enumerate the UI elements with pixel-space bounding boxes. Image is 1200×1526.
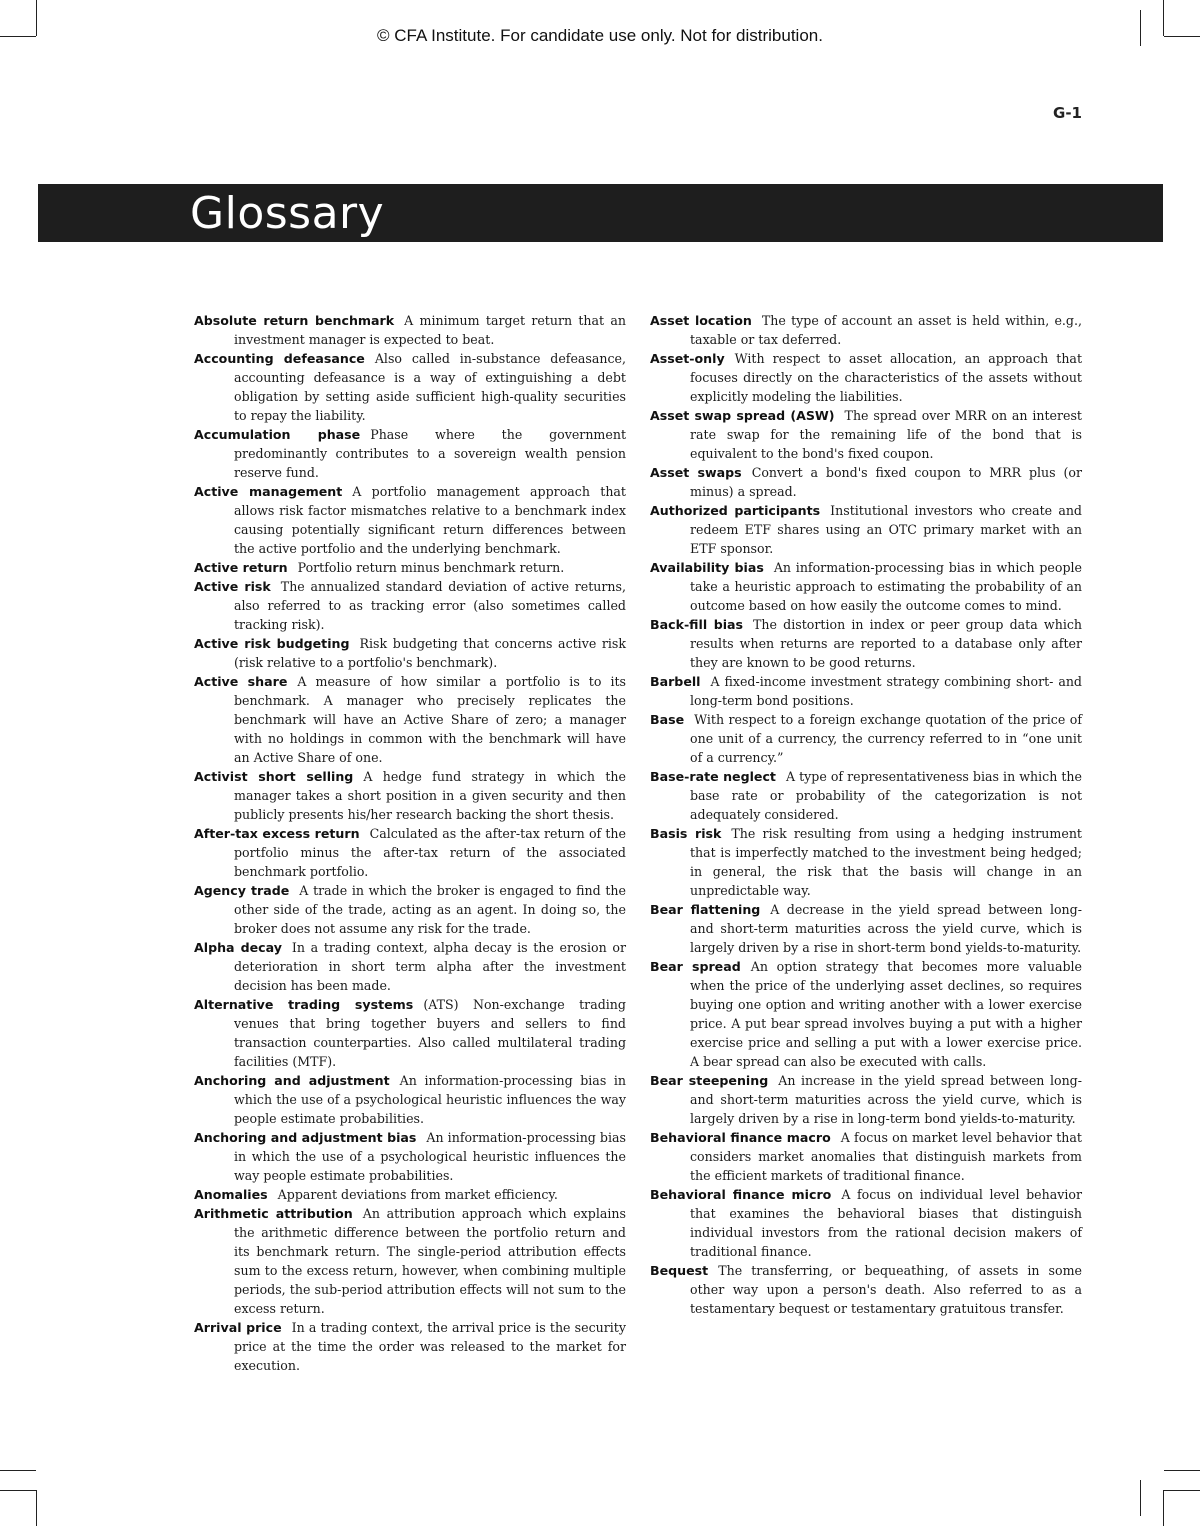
glossary-definition: The distortion in index or peer group data which results when returns are reported to a database only after they are known to be good returns. xyxy=(690,617,1083,670)
glossary-definition: Phase where the government predominantly contributes to a sovereign wealth pension reserve fund. xyxy=(234,427,627,480)
glossary-definition: An option strategy that becomes more valuable when the price of the underlying asset declines, so requires buying one option and writing another with a lower exercise price. A put bear spread involves buying a put with a higher exercise price and selling a put with a lower exercise price. A bear spread can also be executed with calls. xyxy=(690,959,1082,1069)
glossary-term: Availability bias xyxy=(650,560,764,575)
glossary-term: Asset swaps xyxy=(650,465,742,480)
glossary-definition: The risk resulting from using a hedging instrument that is imperfectly matched to the investment being hedged; in general, the risk that the basis will change in an unpredictable way. xyxy=(690,826,1082,898)
glossary-entry xyxy=(194,349,626,425)
glossary-definition: An information-processing bias in which the use of a psychological heuristic influences the way people estimate probabilities. xyxy=(234,1073,626,1126)
crop-mark xyxy=(1164,1470,1200,1471)
glossary-column-right xyxy=(650,311,1082,1318)
glossary-entry xyxy=(650,767,1082,824)
glossary-entry xyxy=(650,349,1082,406)
glossary-entry xyxy=(194,558,626,577)
glossary-definition: Apparent deviations from market efficiency. xyxy=(277,1187,558,1202)
glossary-term: Asset swap spread (ASW) xyxy=(650,408,835,423)
glossary-definition: The type of account an asset is held within, e.g., taxable or tax deferred. xyxy=(690,313,1082,347)
glossary-entry xyxy=(650,501,1082,558)
glossary-entry xyxy=(650,710,1082,767)
glossary-entry xyxy=(194,672,626,767)
glossary-definition: An increase in the yield spread between long- and short-term maturities across the yield curve, which is largely driven by a rise in long-term bond yields-to-maturity. xyxy=(690,1073,1082,1126)
glossary-entry xyxy=(194,425,626,482)
glossary-definition: Institutional investors who create and redeem ETF shares using an OTC primary market with an ETF sponsor. xyxy=(690,503,1082,556)
glossary-term: Accumulation phase xyxy=(194,427,361,442)
glossary-term: Behavioral finance macro xyxy=(650,1130,831,1145)
glossary-definition: The spread over MRR on an interest rate swap for the remaining life of the bond that is equivalent to the bond's fixed coupon. xyxy=(690,408,1082,461)
glossary-term: Accounting defeasance xyxy=(194,351,365,366)
glossary-definition: A fixed-income investment strategy combining short- and long-term bond positions. xyxy=(690,674,1082,708)
glossary-entry xyxy=(650,558,1082,615)
copyright-notice: © CFA Institute. For candidate use only. Not for distribution. xyxy=(377,26,823,45)
glossary-definition: A decrease in the yield spread between long- and short-term maturities across the yield curve, which is largely driven by a rise in short-term bond yields-to-maturity. xyxy=(690,902,1082,955)
glossary-definition: A focus on individual level behavior that examines the behavioral biases that distinguish individual investors from the rational decision makers of traditional finance. xyxy=(690,1187,1082,1259)
glossary-entry xyxy=(650,406,1082,463)
glossary-entry xyxy=(194,311,626,349)
glossary-definition: Risk budgeting that concerns active risk (risk relative to a portfolio's benchmark). xyxy=(234,636,627,670)
title-banner xyxy=(38,184,1163,242)
glossary-term: Absolute return benchmark xyxy=(194,313,395,328)
glossary-term: Alpha decay xyxy=(194,940,282,955)
glossary-entry xyxy=(650,463,1082,501)
glossary-definition: Portfolio return minus benchmark return. xyxy=(297,560,565,575)
glossary-term: Back-fill bias xyxy=(650,617,744,632)
glossary-definition: In a trading context, the arrival price is the security price at the time the order was released to the market for execution. xyxy=(234,1320,626,1373)
glossary-term: Bear steepening xyxy=(650,1073,769,1088)
glossary-term: Base-rate neglect xyxy=(650,769,776,784)
glossary-definition: The transferring, or bequeathing, of assets in some other way upon a person's death. Also referred to as a testamentary bequest or testamentary gratuitous transfer. xyxy=(690,1263,1082,1316)
crop-mark xyxy=(1163,1490,1164,1526)
glossary-entry xyxy=(650,615,1082,672)
glossary-term: Alternative trading systems xyxy=(194,997,414,1012)
glossary-column-left xyxy=(194,311,626,1375)
glossary-term: Active risk xyxy=(194,579,271,594)
glossary-entry xyxy=(650,1261,1082,1318)
glossary-entry xyxy=(650,311,1082,349)
glossary-entry xyxy=(194,881,626,938)
glossary-entry xyxy=(194,577,626,634)
glossary-entry xyxy=(650,957,1082,1071)
glossary-term: Barbell xyxy=(650,674,701,689)
glossary-definition: In a trading context, alpha decay is the erosion or deterioration in short term alpha after the investment decision has been made. xyxy=(234,940,626,993)
glossary-term: Bear flattening xyxy=(650,902,761,917)
glossary-term: Asset location xyxy=(650,313,752,328)
glossary-term: Anchoring and adjustment bias xyxy=(194,1130,417,1145)
glossary-definition: A type of representativeness bias in which the base rate or probability of the categorization is not adequately considered. xyxy=(690,769,1082,822)
glossary-term: Arithmetic attribution xyxy=(194,1206,353,1221)
glossary-definition: With respect to a foreign exchange quotation of the price of one unit of a currency, the currency referred to in “one unit of a currency.” xyxy=(690,712,1082,765)
glossary-term: Bear spread xyxy=(650,959,741,974)
glossary-definition: A hedge fund strategy in which the manager takes a short position in a given security and then publicly presents his/her research backing the short thesis. xyxy=(234,769,626,822)
page-title: Glossary xyxy=(190,188,385,239)
glossary-term: Basis risk xyxy=(650,826,722,841)
glossary-entry xyxy=(194,938,626,995)
crop-mark xyxy=(36,1490,37,1526)
glossary-term: Authorized participants xyxy=(650,503,821,518)
glossary-term: Active management xyxy=(194,484,343,499)
glossary-entry xyxy=(194,1318,626,1375)
glossary-entry xyxy=(650,1128,1082,1185)
page-number: G-1 xyxy=(1053,104,1082,122)
glossary-definition: (ATS) Non-exchange trading venues that bring together buyers and sellers to find transaction counterparties. Also called multilateral trading facilities (MTF). xyxy=(234,997,626,1069)
glossary-term: Active risk budgeting xyxy=(194,636,350,651)
glossary-definition: With respect to asset allocation, an approach that focuses directly on the characteristics of the assets without explicitly modeling the liabilities. xyxy=(690,351,1082,404)
glossary-term: Anchoring and adjustment xyxy=(194,1073,390,1088)
glossary-definition: Convert a bond's fixed coupon to MRR plus (or minus) a spread. xyxy=(690,465,1083,499)
glossary-entry xyxy=(194,1128,626,1185)
crop-mark xyxy=(1140,1480,1141,1516)
glossary-entry xyxy=(194,482,626,558)
glossary-entry xyxy=(194,767,626,824)
glossary-term: Behavioral finance micro xyxy=(650,1187,832,1202)
glossary-term: Agency trade xyxy=(194,883,290,898)
crop-mark xyxy=(0,1470,36,1471)
glossary-entry xyxy=(650,672,1082,710)
glossary-definition: A portfolio management approach that allows risk factor mismatches relative to a benchmark index causing potentially significant return differences between the active portfolio and the underlying benchmark. xyxy=(234,484,626,556)
glossary-entry xyxy=(194,995,626,1071)
glossary-term: After-tax excess return xyxy=(194,826,360,841)
crop-mark xyxy=(1164,1490,1200,1491)
glossary-term: Asset-only xyxy=(650,351,725,366)
glossary-entry xyxy=(194,634,626,672)
glossary-term: Active return xyxy=(194,560,288,575)
glossary-definition: A trade in which the broker is engaged to find the other side of the trade, acting as an agent. In doing so, the broker does not assume any risk for the trade. xyxy=(234,883,626,936)
glossary-term: Activist short selling xyxy=(194,769,354,784)
glossary-entry xyxy=(194,1185,626,1204)
glossary-entry xyxy=(650,1071,1082,1128)
glossary-definition: Calculated as the after-tax return of the portfolio minus the after-tax return of the associated benchmark portfolio. xyxy=(234,826,626,879)
glossary-term: Base xyxy=(650,712,685,727)
glossary-term: Arrival price xyxy=(194,1320,282,1335)
glossary-definition: An information-processing bias in which the use of a psychological heuristic influences the way people estimate probabilities. xyxy=(234,1130,626,1183)
glossary-definition: A minimum target return that an investment manager is expected to beat. xyxy=(234,313,626,347)
glossary-definition: An attribution approach which explains the arithmetic difference between the portfolio return and its benchmark return. The single-period attribution effects sum to the excess return, however, when combining multiple periods, the sub-period attribution effects will not sum to the excess return. xyxy=(234,1206,626,1316)
glossary-definition: Also called in-substance defeasance, accounting defeasance is a way of extinguishing a debt obligation by setting aside sufficient high-quality securities to repay the liability. xyxy=(234,351,626,423)
glossary-term: Active share xyxy=(194,674,288,689)
glossary-definition: A focus on market level behavior that considers market anomalies that distinguish markets from the efficient markets of traditional finance. xyxy=(690,1130,1082,1183)
glossary-entry xyxy=(194,1204,626,1318)
glossary-term: Anomalies xyxy=(194,1187,268,1202)
glossary-definition: An information-processing bias in which people take a heuristic approach to estimating the probability of an outcome based on how easily the outcome comes to mind. xyxy=(690,560,1082,613)
glossary-entry xyxy=(650,1185,1082,1261)
glossary-term: Bequest xyxy=(650,1263,709,1278)
glossary-entry xyxy=(194,824,626,881)
glossary-definition: The annualized standard deviation of active returns, also referred to as tracking error (also sometimes called tracking risk). xyxy=(234,579,626,632)
glossary-entry xyxy=(650,824,1082,900)
crop-mark xyxy=(0,1490,36,1491)
glossary-entry xyxy=(650,900,1082,957)
glossary-entry xyxy=(194,1071,626,1128)
glossary-definition: A measure of how similar a portfolio is to its benchmark. A manager who precisely replicates the benchmark will have an Active Share of zero; a manager with no holdings in common with the benchmark will have an Active Share of one. xyxy=(234,674,626,765)
